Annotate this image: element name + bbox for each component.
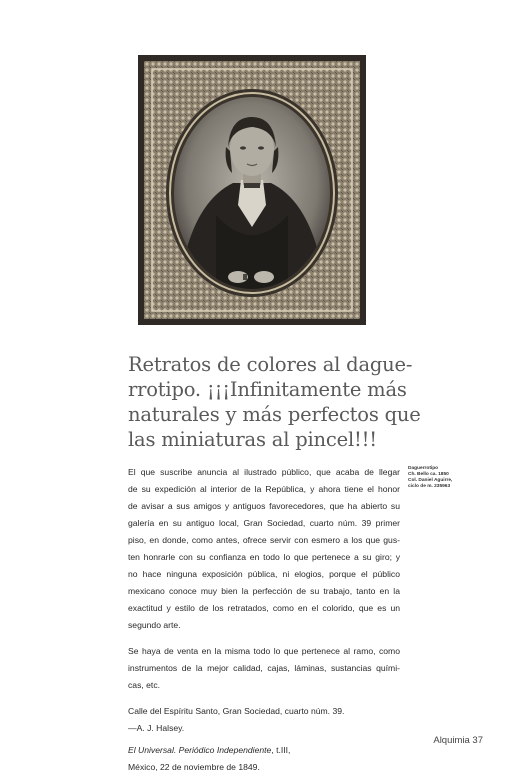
headline-line: las miniaturas al pincel!!! — [128, 428, 377, 451]
text-line: instrumentos de la mejor calidad, cajas, láminas, sustancias quími- — [128, 663, 400, 673]
text-line: segundo arte. — [128, 620, 181, 630]
caption-line: Ch. Bello ca. 1850 — [408, 472, 449, 477]
headline-line: naturales y más perfectos que — [128, 403, 421, 426]
address — [128, 703, 400, 737]
text-line: de avisar a sus amigos y antiguos favorecedores, que ha abierto su — [128, 501, 400, 511]
paragraph-sales — [128, 643, 400, 694]
source-citation — [128, 742, 400, 776]
periodical-volume: , t.III, — [271, 745, 291, 755]
text-line: mexicano conoce muy bien la perfección de su trabajo, tanto en la — [128, 586, 400, 596]
text-line: de su expedición al interior de la República, y ahora tiene el honor — [128, 484, 400, 494]
daguerreotype-portrait-icon — [138, 55, 366, 325]
caption-line: Daguerrotipo — [408, 466, 439, 471]
headline-line: Retratos de colores al dague- — [128, 353, 413, 376]
citation-line — [128, 742, 400, 759]
caption-line: ciclo de m. 235963 — [408, 484, 451, 489]
caption-line: Col. Daniel Aguirre, — [408, 478, 453, 483]
page-folio: Alquimia 37 — [433, 735, 483, 746]
paragraph-announcement — [128, 464, 400, 634]
text-line: piso, en donde, como antes, ofrece servir con esmero a los que gus- — [128, 535, 400, 545]
periodical-title: El Universal. Periódico Independiente — [128, 745, 272, 755]
text-line: ten honrarle con su confianza en todo lo que pertenece a su giro; y — [128, 552, 400, 562]
headline — [128, 352, 421, 452]
signature: —A. J. Halsey. — [128, 723, 185, 733]
text-line: Se haya de venta en la misma todo lo que pertenece al ramo, como — [128, 646, 400, 656]
text-line: cas, etc. — [128, 680, 160, 690]
text-line: El que suscribe anuncia al ilustrado público, que acaba de llegar — [128, 467, 400, 477]
daguerreotype-photo — [138, 55, 366, 325]
text-line: galería en su antiguo local, Gran Sociedad, cuarto núm. 39 primer — [128, 518, 400, 528]
side-caption — [408, 466, 468, 490]
text-line: no hace ninguna exposición pública, ni elogios, porque el público — [128, 569, 400, 579]
body-text — [128, 464, 400, 776]
address-line: Calle del Espíritu Santo, Gran Sociedad, cuarto núm. 39. — [128, 706, 345, 716]
text-line: exactitud y estilo de los retratados, como en el colorido, que es un — [128, 603, 400, 613]
citation-date: México, 22 de noviembre de 1849. — [128, 762, 260, 772]
headline-line: rrotipo. ¡¡¡Infinitamente más — [128, 378, 407, 401]
